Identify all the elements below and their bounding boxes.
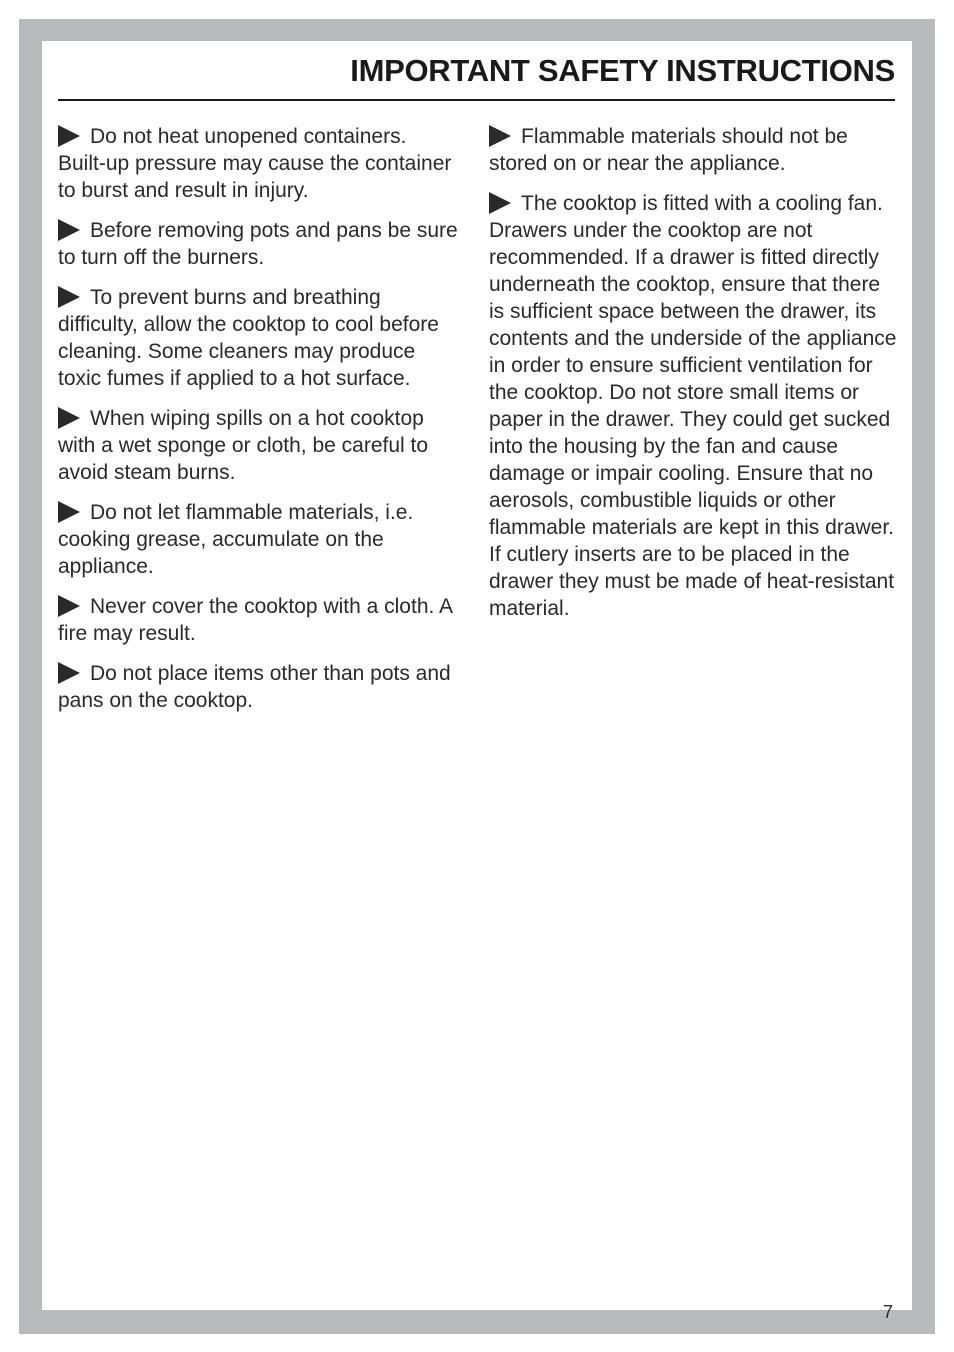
- left-column: [58, 123, 458, 727]
- instruction-text: Never cover the cooktop with a cloth. A fire may result.: [58, 595, 452, 645]
- bullet-arrow-icon: [58, 662, 80, 684]
- instruction-text: To prevent burns and breathing difficulty, allow the cooktop to cool before cleaning. Some cleaners may produce toxic fumes if applied to a hot surface.: [58, 286, 439, 390]
- bullet-arrow-icon: [58, 595, 80, 617]
- safety-instruction: [489, 190, 897, 622]
- safety-instruction: [58, 660, 458, 714]
- instruction-text: The cooktop is fitted with a cooling fan. Drawers under the cooktop are not recommended. If a drawer is fitted directly underneath the cooktop, ensure that there is sufficient space between the drawer, its contents and the underside of the appliance in order to ensure sufficient ventilation for the cooktop. Do not store small items or paper in the drawer. They could get sucked into the housing by the fan and cause damage or impair cooling. Ensure that no aerosols, combustible liquids or other flammable materials are kept in this drawer. If cutlery inserts are to be placed in the drawer they must be made of heat-resistant material.: [489, 192, 897, 620]
- instruction-text: Before removing pots and pans be sure to turn off the burners.: [58, 219, 458, 269]
- instruction-text: Do not heat unopened containers. Built-up pressure may cause the container to burst and result in injury.: [58, 125, 452, 202]
- safety-instruction: [58, 217, 458, 271]
- safety-instruction: [58, 405, 458, 486]
- safety-instruction: [58, 123, 458, 204]
- safety-instruction: [489, 123, 897, 177]
- bullet-arrow-icon: [489, 125, 511, 147]
- safety-instruction: [58, 593, 458, 647]
- page-number: 7: [882, 1302, 893, 1322]
- bullet-arrow-icon: [58, 501, 80, 523]
- instruction-text: Do not let flammable materials, i.e. cooking grease, accumulate on the appliance.: [58, 501, 414, 578]
- instruction-text: Flammable materials should not be stored on or near the appliance.: [489, 125, 848, 175]
- bullet-arrow-icon: [58, 125, 80, 147]
- instruction-text: Do not place items other than pots and pans on the cooktop.: [58, 662, 451, 712]
- bullet-arrow-icon: [489, 192, 511, 214]
- safety-instruction: [58, 499, 458, 580]
- bullet-arrow-icon: [58, 219, 80, 241]
- title-divider: [58, 99, 895, 101]
- bullet-arrow-icon: [58, 407, 80, 429]
- right-column: [489, 123, 897, 635]
- safety-instruction: [58, 284, 458, 392]
- page-title: IMPORTANT SAFETY INSTRUCTIONS: [350, 53, 895, 88]
- instruction-text: When wiping spills on a hot cooktop with a wet sponge or cloth, be careful to avoid steam burns.: [58, 407, 429, 484]
- bullet-arrow-icon: [58, 286, 80, 308]
